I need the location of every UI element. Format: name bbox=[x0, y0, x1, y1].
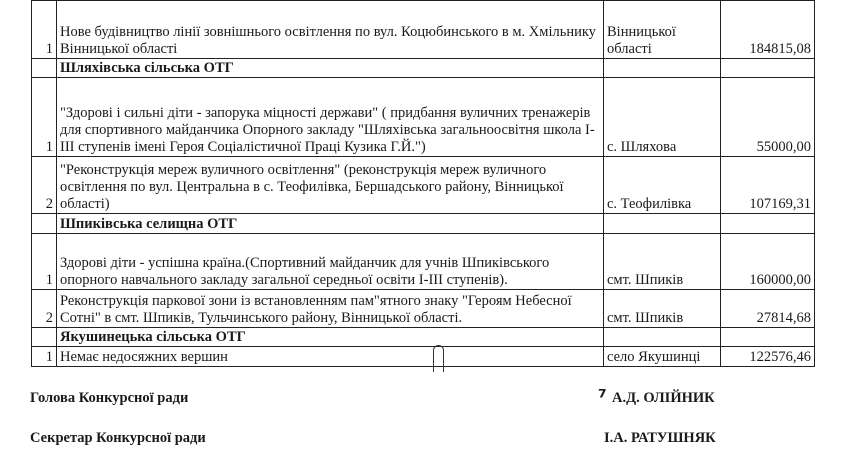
table-row bbox=[32, 157, 815, 214]
handwritten-mark bbox=[433, 345, 444, 372]
row-number: 1 bbox=[32, 347, 57, 367]
project-amount: 160000,00 bbox=[721, 234, 815, 290]
project-location: смт. Шпиків bbox=[604, 234, 721, 290]
project-description: Здорові діти - успішна країна.(Спортивний майданчик для учнів Шпиківського опорного навчального закладу загальної середньої освіти І-ІІІ ступенів). bbox=[57, 234, 604, 290]
projects-table bbox=[31, 0, 815, 367]
table-row bbox=[32, 347, 815, 367]
table-row bbox=[32, 1, 815, 59]
secretary-label: Секретар Конкурсної ради bbox=[30, 430, 206, 446]
row-number: 1 bbox=[32, 1, 57, 59]
project-location: смт. Шпиків bbox=[604, 290, 721, 328]
section-title: Якушинецька сільська ОТГ bbox=[57, 328, 604, 347]
project-description: Нове будівництво лінії зовнішнього освітлення по вул. Коцюбинського в м. Хмільнику Вінницької області bbox=[57, 1, 604, 59]
project-location: с. Шляхова bbox=[604, 78, 721, 157]
project-description: Немає недосяжних вершин bbox=[57, 347, 604, 367]
project-location: Вінницької області bbox=[604, 1, 721, 59]
project-location: с. Теофилівка bbox=[604, 157, 721, 214]
table-row bbox=[32, 78, 815, 157]
section-row bbox=[32, 214, 815, 234]
project-location: село Якушинці bbox=[604, 347, 721, 367]
chair-name: А.Д. ОЛІЙНИК bbox=[612, 390, 715, 406]
project-description: "Реконструкція мереж вуличного освітлення" (реконструкція мереж вуличного освітлення по вул. Центральна в с. Теофилівка, Бершадського району, Вінницької області) bbox=[57, 157, 604, 214]
row-number: 2 bbox=[32, 290, 57, 328]
project-amount: 184815,08 bbox=[721, 1, 815, 59]
row-number: 1 bbox=[32, 78, 57, 157]
row-number: 1 bbox=[32, 234, 57, 290]
chair-label: Голова Конкурсної ради bbox=[30, 390, 189, 406]
project-description: "Здорові і сильні діти - запорука міцності держави" ( придбання вуличних тренажерів для спортивного майданчика Опорного закладу "Шляхівська загальноосвітня школа І-ІІІ ступенів імені Героя Соціалістичної Праці Кузика Г.Й.") bbox=[57, 78, 604, 157]
table-row bbox=[32, 234, 815, 290]
table-row bbox=[32, 290, 815, 328]
section-row bbox=[32, 328, 815, 347]
project-amount: 122576,46 bbox=[721, 347, 815, 367]
project-amount: 55000,00 bbox=[721, 78, 815, 157]
secretary-name: І.А. РАТУШНЯК bbox=[604, 430, 716, 446]
project-amount: 107169,31 bbox=[721, 157, 815, 214]
row-number: 2 bbox=[32, 157, 57, 214]
section-title: Шпиківська селищна ОТГ bbox=[57, 214, 604, 234]
signature-mark-icon: ⁷ bbox=[598, 385, 607, 409]
project-description: Реконструкція паркової зони із встановленням пам"ятного знаку "Героям Небесної Сотні" в смт. Шпиків, Тульчинського району, Вінницької області. bbox=[57, 290, 604, 328]
section-row bbox=[32, 59, 815, 78]
project-amount: 27814,68 bbox=[721, 290, 815, 328]
section-title: Шляхівська сільська ОТГ bbox=[57, 59, 604, 78]
